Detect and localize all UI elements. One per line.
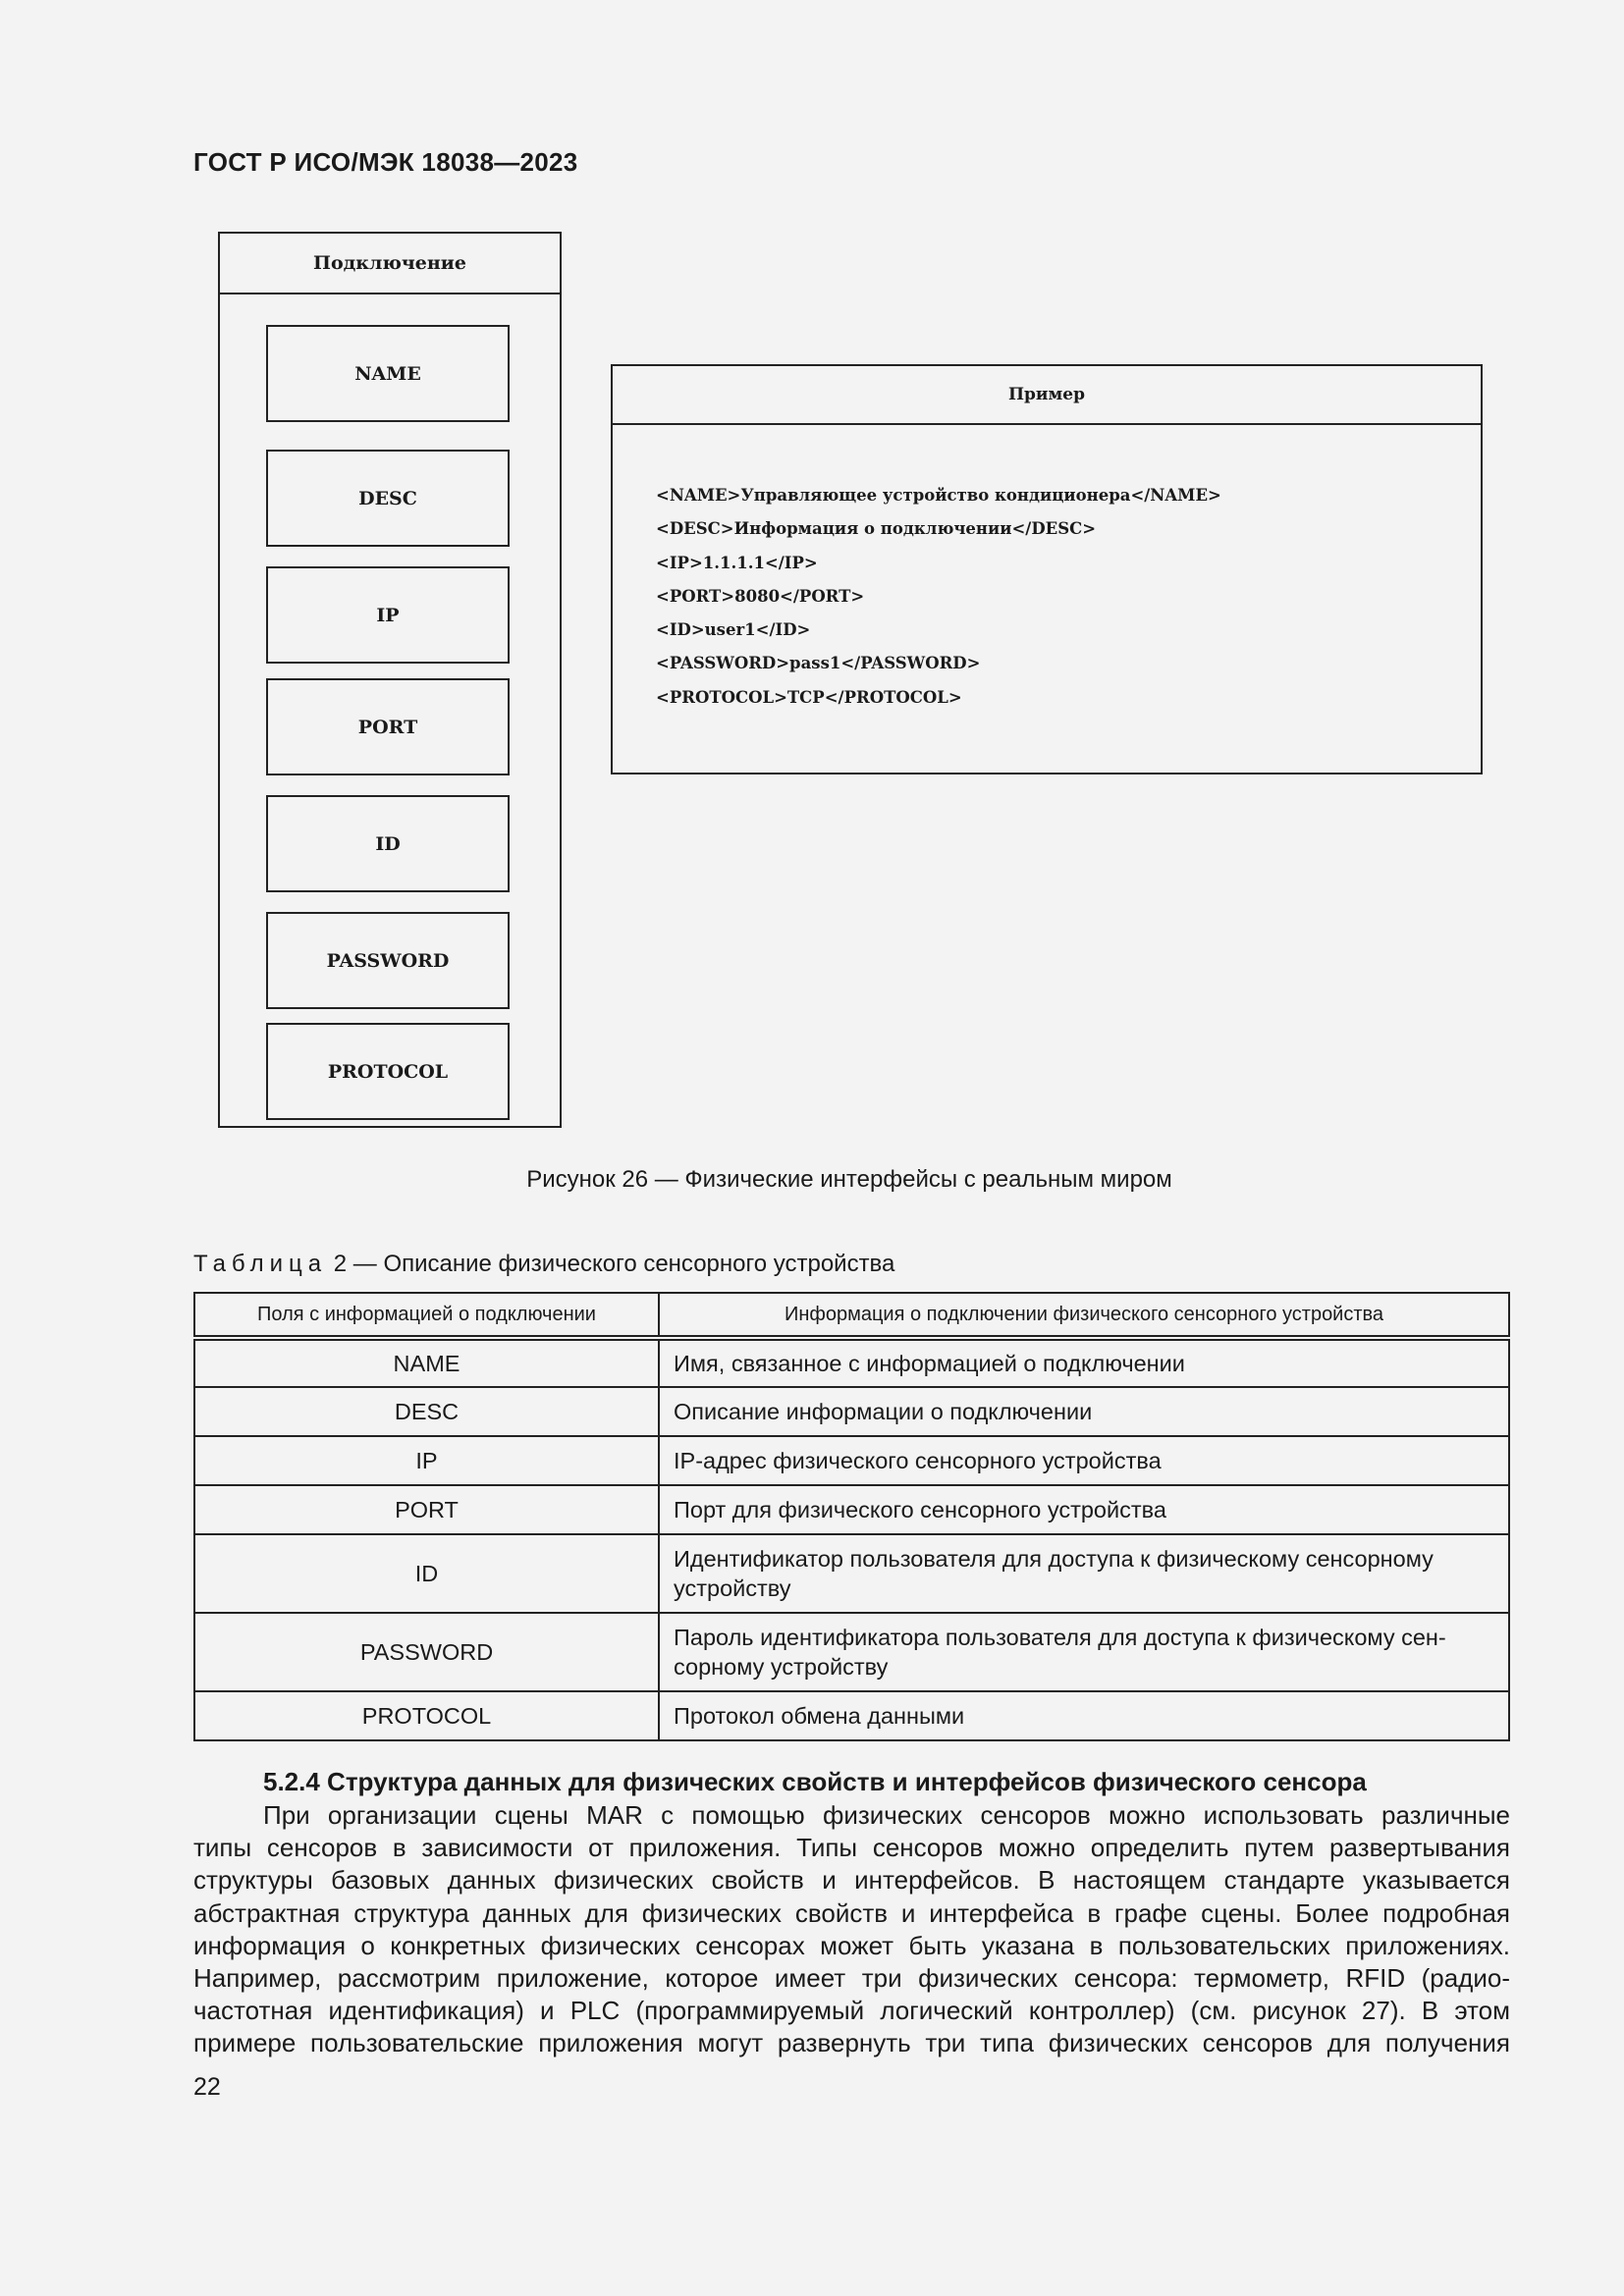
- paragraph-line: информация о конкретных физических сенсорах может быть указана в пользовательских приложениях.: [193, 1930, 1510, 1960]
- table-header-cell: Поля с информацией о подключении: [194, 1293, 659, 1338]
- example-line: <ID>user1</ID>: [656, 620, 811, 640]
- table-cell-desc: Протокол обмена данными: [659, 1691, 1509, 1740]
- paragraph-line: Например, рассмотрим приложение, которое имеет три физических сенсора: термометр, RFID (радио-: [193, 1963, 1510, 1994]
- table-header-cell: Информация о подключении физического сенсорного устройства: [659, 1293, 1509, 1338]
- paragraph-line: типы сенсоров в зависимости от приложения. Типы сенсоров можно определить путем развертывания: [193, 1833, 1510, 1863]
- example-line: <PASSWORD>pass1</PASSWORD>: [656, 654, 981, 673]
- example-line: <DESC>Информация о подключении</DESC>: [656, 519, 1097, 539]
- page-number: 22: [193, 2073, 221, 2101]
- example-box: [611, 364, 1483, 774]
- table-cell-desc: Пароль идентификатора пользователя для доступа к физическому сен-сорному устройству: [659, 1613, 1509, 1691]
- table-cell-field: DESC: [194, 1387, 659, 1436]
- table-cell-field: PORT: [194, 1485, 659, 1534]
- field-box-ip: IP: [266, 566, 510, 664]
- field-box-protocol: PROTOCOL: [266, 1023, 510, 1120]
- field-box-id: ID: [266, 795, 510, 892]
- table-title: [193, 1251, 894, 1278]
- table-row: [194, 1436, 1509, 1485]
- paragraph-line: При организации сцены MAR с помощью физических сенсоров можно использовать различные: [263, 1800, 1510, 1830]
- example-title: Пример: [613, 366, 1481, 425]
- table-cell-field: PASSWORD: [194, 1613, 659, 1691]
- table-row: [194, 1534, 1509, 1613]
- example-line: <PROTOCOL>TCP</PROTOCOL>: [656, 687, 962, 707]
- table-label: Таблица: [193, 1251, 328, 1277]
- field-box-port: PORT: [266, 678, 510, 775]
- table-header-row: [194, 1293, 1509, 1338]
- example-code: [656, 479, 1221, 715]
- table-cell-desc: Порт для физического сенсорного устройства: [659, 1485, 1509, 1534]
- document-header: ГОСТ Р ИСО/МЭК 18038—2023: [193, 147, 578, 177]
- table-row: [194, 1338, 1509, 1387]
- paragraph-line: структуры базовых данных физических свойств и интерфейсов. В настоящем стандарте указывается: [193, 1865, 1510, 1896]
- table-cell-desc: Идентификатор пользователя для доступа к физическому сенсорному устройству: [659, 1534, 1509, 1613]
- field-box-name: NAME: [266, 325, 510, 422]
- table-row: [194, 1387, 1509, 1436]
- example-line: <IP>1.1.1.1</IP>: [656, 553, 818, 572]
- table-cell-field: IP: [194, 1436, 659, 1485]
- table-cell-desc: Описание информации о подключении: [659, 1387, 1509, 1436]
- connection-title: Подключение: [220, 234, 560, 294]
- table-title-text: 2 — Описание физического сенсорного устройства: [333, 1251, 895, 1277]
- table-row: [194, 1485, 1509, 1534]
- table-row: [194, 1691, 1509, 1740]
- paragraph-line: примере пользовательские приложения могут развернуть три типа физических сенсоров для получения: [193, 2028, 1510, 2058]
- field-box-password: PASSWORD: [266, 912, 510, 1009]
- section-paragraph: [193, 1799, 1510, 2060]
- section-heading: 5.2.4 Структура данных для физических свойств и интерфейсов физического сенсора: [263, 1767, 1367, 1796]
- example-line: <PORT>8080</PORT>: [656, 586, 865, 606]
- paragraph-line: абстрактная структура данных для физических свойств и интерфейса в графе сцены. Более подробная: [193, 1897, 1510, 1928]
- paragraph-line: частотная идентификация) и PLC (программируемый логический контроллер) (см. рисунок 27). В этом: [193, 1996, 1510, 2026]
- table-cell-field: PROTOCOL: [194, 1691, 659, 1740]
- sensor-table: [193, 1292, 1510, 1741]
- table-cell-desc: Имя, связанное с информацией о подключении: [659, 1338, 1509, 1387]
- table-cell-desc: IP-адрес физического сенсорного устройства: [659, 1436, 1509, 1485]
- example-line: <NAME>Управляющее устройство кондиционера</NAME>: [656, 486, 1221, 505]
- field-box-desc: DESC: [266, 450, 510, 547]
- figure-caption: Рисунок 26 — Физические интерфейсы с реальным миром: [526, 1166, 1172, 1193]
- table-row: [194, 1613, 1509, 1691]
- connection-diagram: [218, 232, 562, 1128]
- table-cell-field: NAME: [194, 1338, 659, 1387]
- table-cell-field: ID: [194, 1534, 659, 1613]
